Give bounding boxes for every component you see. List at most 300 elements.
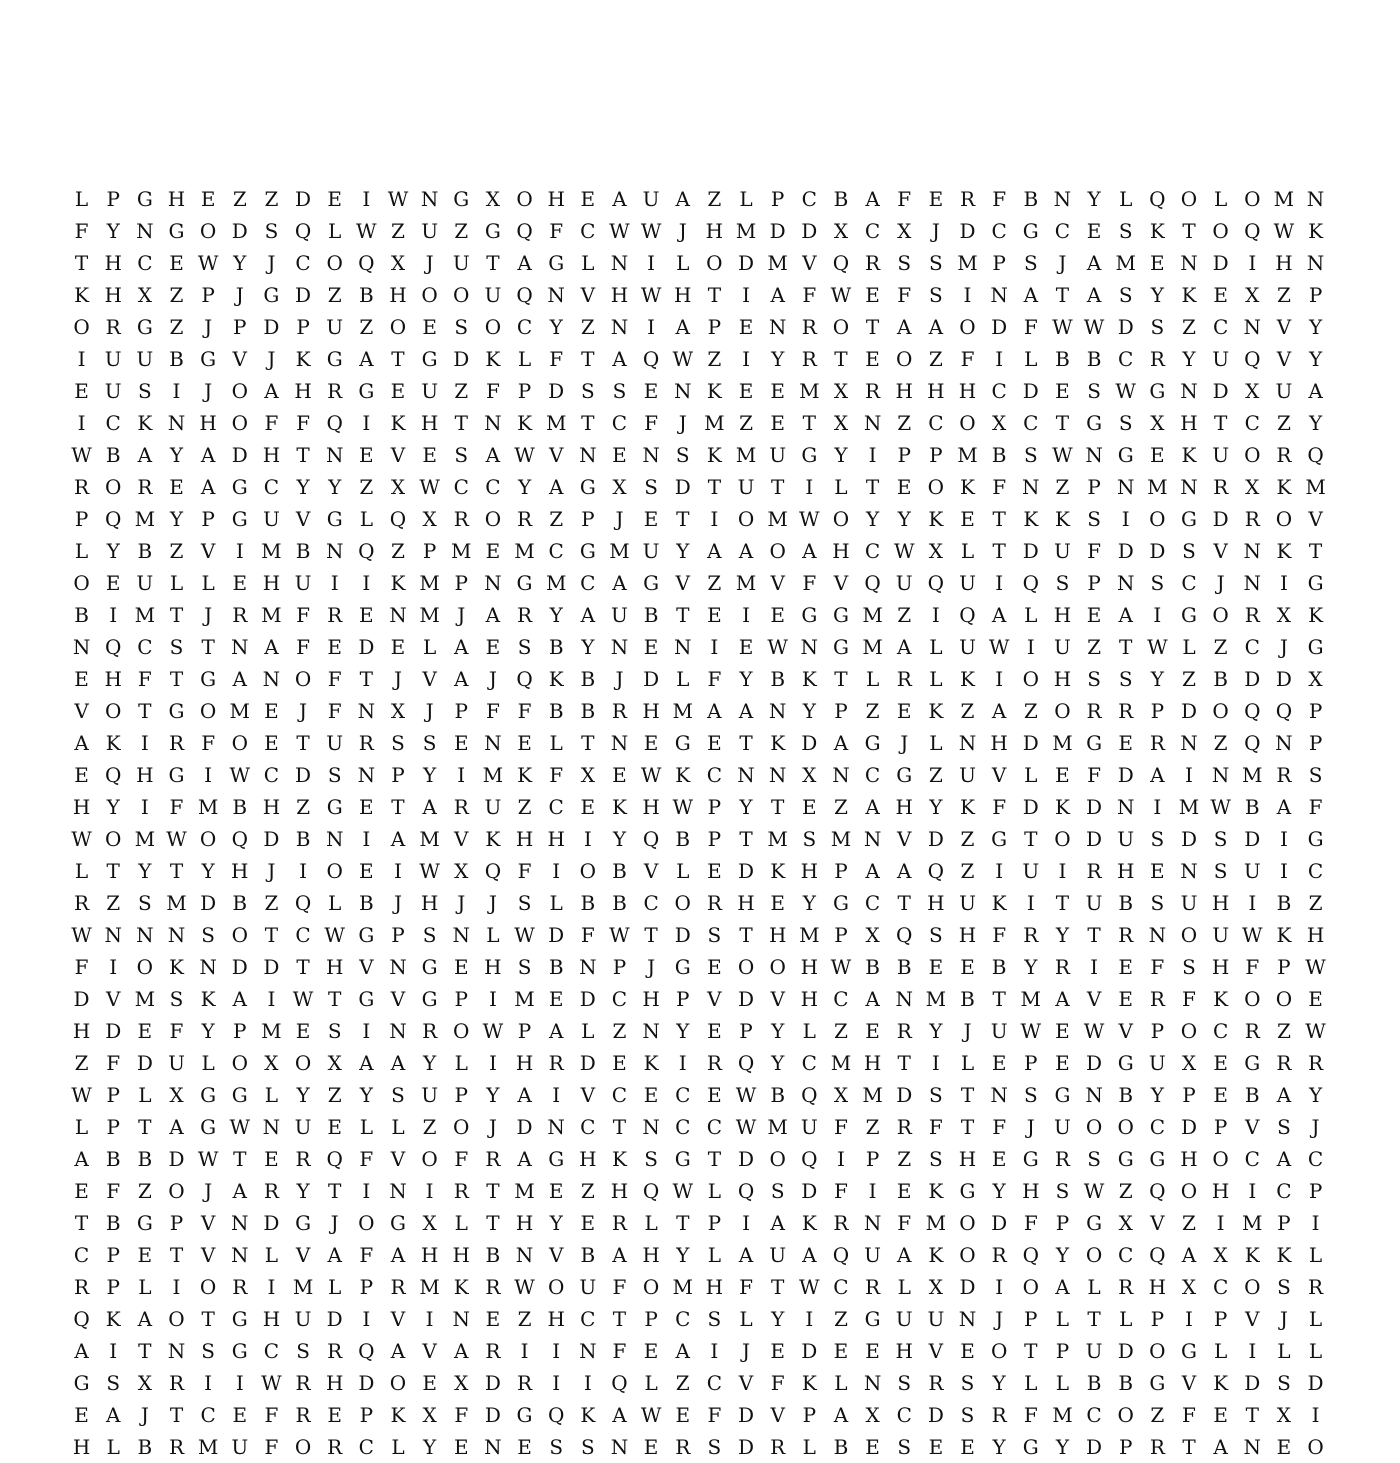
- grid-letter: D: [674, 923, 692, 947]
- grid-letter: M: [261, 539, 283, 563]
- grid-letter: T: [264, 923, 279, 947]
- grid-letter: A: [1308, 379, 1324, 403]
- grid-letter: C: [675, 1083, 691, 1107]
- grid-letter: I: [868, 443, 878, 467]
- grid-letter: Z: [264, 187, 279, 211]
- grid-letter: Q: [927, 571, 945, 595]
- grid-letter: J: [457, 603, 466, 627]
- grid-letter: D: [453, 347, 470, 371]
- grid-letter: B: [991, 955, 1007, 979]
- grid-letter: P: [1024, 1051, 1039, 1075]
- grid-letter: I: [583, 827, 593, 851]
- grid-letter: K: [1276, 923, 1292, 947]
- grid-letter: M: [862, 603, 884, 627]
- grid-letter: H: [610, 283, 629, 307]
- grid-letter: L: [897, 1275, 912, 1299]
- grid-letter: D: [1022, 539, 1040, 563]
- grid-letter: I: [1121, 507, 1131, 531]
- grid-letter: Q: [1022, 1243, 1040, 1267]
- grid-letter: R: [327, 379, 343, 403]
- grid-letter: A: [738, 1243, 754, 1267]
- grid-letter: C: [1244, 1147, 1261, 1171]
- grid-letter: R: [1308, 1051, 1324, 1075]
- grid-letter: C: [263, 1339, 280, 1363]
- grid-letter: O: [547, 1275, 565, 1299]
- grid-letter: W: [1052, 443, 1074, 467]
- grid-letter: O: [105, 699, 122, 723]
- grid-letter: E: [707, 955, 723, 979]
- grid-letter: W: [197, 1147, 219, 1171]
- grid-letter: A: [74, 1339, 90, 1363]
- grid-letter: J: [963, 1019, 973, 1043]
- grid-letter: A: [232, 667, 248, 691]
- grid-letter: D: [263, 315, 280, 339]
- grid-letter: Z: [1276, 1019, 1292, 1043]
- grid-letter: L: [454, 1211, 469, 1235]
- grid-letter: H: [642, 1243, 661, 1267]
- grid-letter: X: [992, 411, 1007, 435]
- grid-letter: M: [767, 1115, 789, 1139]
- grid-letter: D: [1212, 507, 1230, 531]
- grid-letter: U: [1212, 923, 1230, 947]
- grid-letter: I: [77, 347, 87, 371]
- grid-letter: T: [960, 1115, 975, 1139]
- grid-letter: P: [1055, 1211, 1070, 1235]
- grid-letter: M: [419, 571, 441, 595]
- grid-letter: N: [832, 763, 851, 787]
- grid-letter: O: [389, 315, 407, 339]
- grid-letter: N: [357, 763, 376, 787]
- grid-letter: M: [134, 827, 156, 851]
- grid-letter: F: [802, 283, 817, 307]
- grid-letter: O: [674, 891, 692, 915]
- grid-letter: A: [1181, 1243, 1197, 1267]
- grid-letter: I: [109, 603, 118, 627]
- grid-letter: O: [453, 1115, 470, 1139]
- grid-letter: C: [991, 379, 1008, 403]
- grid-letter: D: [231, 219, 249, 243]
- grid-letter: P: [422, 539, 437, 563]
- grid-letter: K: [611, 1147, 628, 1171]
- grid-letter: Y: [1308, 315, 1323, 339]
- grid-letter: J: [140, 1403, 150, 1427]
- grid-letter: O: [1212, 1147, 1230, 1171]
- grid-letter: X: [390, 699, 406, 723]
- grid-letter: R: [517, 507, 533, 531]
- grid-letter: F: [549, 347, 564, 371]
- grid-letter: U: [959, 635, 977, 659]
- grid-letter: J: [457, 891, 466, 915]
- grid-letter: I: [805, 1307, 814, 1331]
- grid-letter: Y: [1055, 1243, 1070, 1267]
- grid-letter: J: [204, 1179, 213, 1203]
- grid-letter: N: [642, 1019, 661, 1043]
- grid-letter: C: [611, 1083, 628, 1107]
- grid-letter: U: [484, 795, 502, 819]
- grid-letter: D: [1149, 539, 1166, 563]
- grid-letter: M: [609, 539, 631, 563]
- grid-letter: O: [896, 347, 913, 371]
- grid-letter: Y: [771, 1019, 785, 1043]
- grid-letter: E: [802, 795, 818, 819]
- grid-letter: P: [612, 955, 627, 979]
- grid-letter: K: [1308, 219, 1324, 243]
- grid-letter: K: [517, 763, 533, 787]
- grid-letter: Q: [737, 1051, 755, 1075]
- grid-letter: Z: [454, 219, 469, 243]
- grid-letter: U: [1212, 347, 1230, 371]
- grid-letter: W: [514, 443, 536, 467]
- grid-letter: T: [391, 795, 406, 819]
- grid-letter: E: [643, 1339, 659, 1363]
- grid-letter: H: [1211, 955, 1230, 979]
- grid-letter: G: [1307, 635, 1325, 659]
- grid-letter: C: [1212, 1019, 1229, 1043]
- grid-letter: O: [1212, 219, 1230, 243]
- grid-letter: Z: [264, 891, 279, 915]
- grid-letter: G: [1086, 411, 1103, 435]
- grid-letter: U: [1275, 379, 1293, 403]
- grid-letter: S: [612, 379, 627, 403]
- grid-letter: J: [678, 411, 688, 435]
- grid-letter: L: [486, 923, 501, 947]
- grid-letter: U: [1085, 1339, 1103, 1363]
- grid-letter: R: [295, 1371, 312, 1395]
- grid-letter: M: [419, 1275, 441, 1299]
- grid-letter: H: [832, 539, 851, 563]
- grid-letter: Q: [516, 219, 534, 243]
- grid-letter: O: [231, 411, 249, 435]
- grid-letter: T: [106, 859, 121, 883]
- grid-letter: Y: [549, 1211, 564, 1235]
- grid-letter: L: [1024, 763, 1038, 787]
- grid-letter: Y: [581, 635, 595, 659]
- grid-letter: G: [1022, 1147, 1040, 1171]
- grid-letter: F: [454, 1147, 469, 1171]
- grid-letter: S: [422, 731, 437, 755]
- grid-letter: K: [1054, 507, 1071, 531]
- grid-letter: L: [422, 635, 437, 659]
- grid-letter: I: [1248, 1339, 1257, 1363]
- grid-letter: G: [231, 1339, 249, 1363]
- grid-letter: I: [172, 1275, 181, 1299]
- grid-letter: D: [484, 1371, 502, 1395]
- grid-letter: R: [453, 507, 470, 531]
- grid-letter: E: [105, 571, 122, 595]
- grid-letter: F: [517, 859, 532, 883]
- grid-letter: D: [105, 1019, 122, 1043]
- grid-letter: T: [296, 731, 311, 755]
- grid-letter: D: [1022, 379, 1040, 403]
- grid-letter: I: [552, 1083, 561, 1107]
- grid-letter: V: [991, 763, 1007, 787]
- grid-letter: V: [359, 955, 375, 979]
- grid-letter: U: [769, 443, 787, 467]
- grid-letter: D: [801, 731, 818, 755]
- grid-letter: X: [137, 1371, 153, 1395]
- grid-letter: U: [326, 731, 344, 755]
- grid-letter: I: [109, 955, 118, 979]
- grid-letter: H: [262, 443, 281, 467]
- grid-letter: E: [865, 1019, 881, 1043]
- grid-letter: I: [995, 859, 1004, 883]
- grid-letter: H: [515, 1051, 534, 1075]
- grid-letter: L: [138, 1083, 152, 1107]
- grid-letter: G: [832, 635, 850, 659]
- grid-letter: W: [735, 1115, 757, 1139]
- grid-letter: B: [548, 955, 565, 979]
- grid-letter: E: [1150, 443, 1166, 467]
- grid-letter: N: [136, 219, 155, 243]
- grid-letter: K: [1213, 1371, 1229, 1395]
- grid-letter: I: [488, 1051, 498, 1075]
- grid-letter: B: [960, 987, 976, 1011]
- grid-letter: A: [1086, 251, 1102, 275]
- grid-letter: U: [1054, 1115, 1072, 1139]
- grid-letter: Z: [517, 795, 532, 819]
- grid-row: [66, 1399, 1332, 1431]
- grid-letter: B: [580, 667, 596, 691]
- grid-letter: P: [454, 571, 469, 595]
- grid-letter: E: [1118, 987, 1134, 1011]
- grid-letter: R: [74, 475, 90, 499]
- grid-letter: B: [612, 891, 628, 915]
- grid-letter: E: [865, 1435, 881, 1459]
- grid-letter: B: [137, 1147, 153, 1171]
- grid-letter: F: [1182, 987, 1197, 1011]
- grid-row: [66, 759, 1332, 791]
- grid-letter: O: [769, 1147, 787, 1171]
- grid-letter: V: [580, 1083, 596, 1107]
- grid-letter: D: [1180, 699, 1198, 723]
- grid-letter: F: [897, 187, 912, 211]
- grid-letter: N: [1211, 763, 1230, 787]
- grid-letter: R: [611, 699, 628, 723]
- grid-letter: G: [231, 1307, 249, 1331]
- grid-row: [66, 1367, 1332, 1399]
- grid-letter: V: [390, 987, 406, 1011]
- grid-letter: F: [264, 411, 279, 435]
- grid-letter: F: [897, 1211, 912, 1235]
- grid-letter: Z: [517, 1307, 532, 1331]
- grid-letter: L: [1213, 1339, 1228, 1363]
- grid-letter: D: [295, 283, 312, 307]
- grid-letter: N: [72, 635, 91, 659]
- grid-letter: W: [1273, 219, 1295, 243]
- grid-letter: E: [770, 603, 786, 627]
- grid-letter: A: [675, 1339, 691, 1363]
- grid-letter: E: [517, 731, 533, 755]
- grid-letter: J: [204, 315, 213, 339]
- grid-letter: P: [581, 507, 596, 531]
- grid-letter: G: [643, 571, 660, 595]
- grid-letter: P: [1213, 1307, 1228, 1331]
- grid-letter: A: [833, 1403, 849, 1427]
- grid-letter: N: [1275, 731, 1294, 755]
- grid-letter: S: [644, 1147, 659, 1171]
- grid-letter: D: [484, 1403, 502, 1427]
- grid-letter: V: [548, 443, 564, 467]
- grid-letter: C: [548, 795, 565, 819]
- grid-letter: T: [865, 315, 880, 339]
- grid-letter: N: [1243, 539, 1262, 563]
- grid-letter: P: [106, 187, 121, 211]
- grid-letter: Z: [137, 1179, 153, 1203]
- grid-letter: G: [674, 955, 692, 979]
- grid-letter: H: [547, 827, 566, 851]
- grid-letter: R: [168, 731, 185, 755]
- grid-letter: E: [359, 443, 375, 467]
- grid-letter: D: [73, 987, 91, 1011]
- grid-letter: V: [675, 571, 691, 595]
- grid-letter: I: [963, 283, 972, 307]
- grid-letter: S: [327, 763, 343, 787]
- grid-letter: A: [169, 1115, 185, 1139]
- grid-letter: K: [643, 1051, 660, 1075]
- grid-letter: F: [201, 731, 216, 755]
- grid-letter: P: [1087, 571, 1102, 595]
- grid-letter: F: [359, 1147, 374, 1171]
- grid-letter: A: [359, 347, 375, 371]
- grid-letter: F: [802, 571, 817, 595]
- grid-letter: G: [263, 283, 280, 307]
- grid-letter: L: [834, 1371, 849, 1395]
- grid-letter: H: [515, 827, 534, 851]
- grid-letter: E: [1118, 955, 1134, 979]
- grid-letter: D: [1086, 827, 1103, 851]
- grid-letter: S: [454, 315, 469, 339]
- grid-letter: K: [390, 1403, 406, 1427]
- grid-letter: E: [707, 859, 723, 883]
- grid-letter: K: [928, 507, 944, 531]
- grid-letter: N: [958, 1307, 977, 1331]
- grid-letter: A: [928, 315, 944, 339]
- grid-letter: P: [644, 1307, 659, 1331]
- grid-letter: F: [834, 1115, 849, 1139]
- grid-letter: K: [770, 731, 786, 755]
- grid-letter: L: [549, 891, 564, 915]
- grid-letter: I: [77, 411, 87, 435]
- grid-letter: U: [959, 763, 977, 787]
- grid-letter: O: [168, 1179, 186, 1203]
- grid-letter: P: [929, 443, 944, 467]
- grid-letter: X: [390, 251, 406, 275]
- grid-letter: G: [1022, 1435, 1040, 1459]
- grid-letter: S: [1055, 1179, 1070, 1203]
- grid-letter: Z: [865, 1115, 881, 1139]
- grid-letter: Y: [486, 1083, 500, 1107]
- grid-letter: C: [200, 1403, 217, 1427]
- grid-letter: O: [737, 507, 755, 531]
- grid-letter: N: [768, 763, 787, 787]
- grid-letter: H: [737, 891, 756, 915]
- grid-letter: W: [1083, 1019, 1105, 1043]
- grid-letter: N: [1243, 315, 1262, 339]
- grid-letter: T: [74, 251, 89, 275]
- grid-letter: P: [834, 859, 849, 883]
- grid-letter: W: [672, 795, 694, 819]
- grid-letter: B: [1213, 667, 1229, 691]
- grid-letter: U: [294, 571, 312, 595]
- grid-letter: I: [836, 1147, 846, 1171]
- grid-letter: E: [1213, 1403, 1229, 1427]
- grid-letter: M: [292, 1275, 314, 1299]
- grid-letter: Z: [707, 347, 722, 371]
- grid-letter: K: [1149, 219, 1166, 243]
- grid-letter: S: [1150, 827, 1165, 851]
- grid-letter: C: [801, 187, 818, 211]
- grid-row: [66, 1079, 1332, 1111]
- grid-letter: D: [1022, 731, 1040, 755]
- grid-letter: Q: [642, 347, 660, 371]
- grid-letter: S: [929, 1083, 944, 1107]
- grid-letter: G: [1307, 571, 1325, 595]
- grid-letter: V: [1276, 315, 1292, 339]
- grid-letter: H: [705, 219, 724, 243]
- grid-letter: F: [106, 1179, 121, 1203]
- grid-row: [66, 1143, 1332, 1175]
- grid-letter: O: [1212, 699, 1230, 723]
- grid-letter: J: [995, 1307, 1004, 1331]
- grid-row: [66, 951, 1332, 983]
- grid-letter: M: [451, 539, 472, 563]
- grid-letter: I: [394, 859, 403, 883]
- grid-letter: P: [1308, 699, 1323, 723]
- grid-letter: N: [231, 1243, 250, 1267]
- grid-letter: D: [643, 667, 660, 691]
- grid-letter: D: [674, 475, 692, 499]
- grid-letter: X: [1150, 411, 1165, 435]
- grid-letter: S: [1182, 955, 1197, 979]
- grid-letter: R: [865, 251, 881, 275]
- grid-letter: R: [1276, 763, 1292, 787]
- grid-letter: B: [675, 827, 691, 851]
- grid-letter: F: [74, 955, 90, 979]
- grid-letter: L: [644, 1211, 659, 1235]
- grid-letter: B: [295, 827, 311, 851]
- grid-letter: G: [991, 827, 1008, 851]
- grid-letter: T: [992, 987, 1007, 1011]
- grid-letter: S: [391, 731, 406, 755]
- grid-letter: E: [327, 635, 343, 659]
- grid-letter: R: [959, 187, 976, 211]
- grid-letter: A: [485, 443, 501, 467]
- grid-letter: K: [960, 475, 976, 499]
- grid-letter: S: [169, 635, 184, 659]
- grid-letter: J: [488, 891, 498, 915]
- grid-letter: H: [768, 923, 787, 947]
- grid-letter: R: [611, 1211, 628, 1235]
- grid-letter: F: [1182, 1403, 1197, 1427]
- grid-letter: Z: [739, 411, 754, 435]
- grid-letter: L: [1308, 1307, 1323, 1331]
- grid-letter: J: [204, 379, 213, 403]
- grid-letter: R: [1023, 923, 1039, 947]
- grid-letter: Y: [423, 763, 437, 787]
- grid-letter: D: [1117, 763, 1135, 787]
- grid-letter: P: [1277, 1211, 1292, 1235]
- grid-letter: G: [1181, 507, 1198, 531]
- grid-letter: G: [136, 1211, 154, 1235]
- grid-letter: E: [612, 1051, 628, 1075]
- grid-letter: J: [1311, 1115, 1321, 1139]
- grid-letter: H: [72, 1019, 91, 1043]
- grid-letter: I: [362, 571, 371, 595]
- grid-letter: N: [642, 1115, 661, 1139]
- grid-letter: O: [358, 1211, 376, 1235]
- grid-letter: D: [1307, 1371, 1325, 1395]
- grid-letter: P: [770, 187, 785, 211]
